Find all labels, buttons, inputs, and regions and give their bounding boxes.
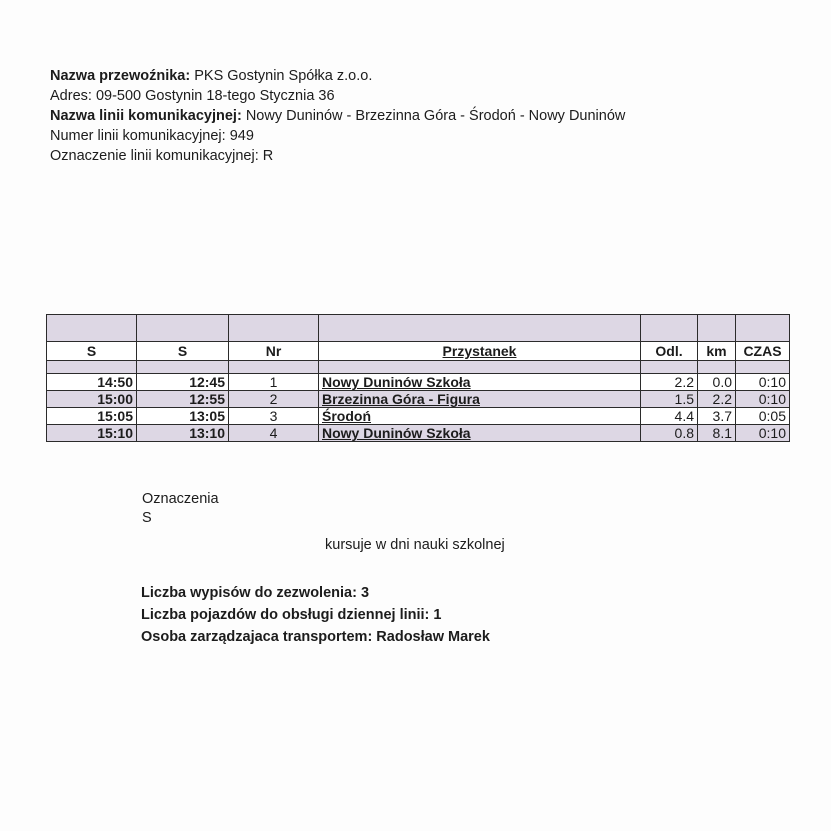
stop-name: Nowy Duninów Szkoła <box>319 374 641 391</box>
line-mark-label: Oznaczenie linii komunikacyjnej: <box>50 148 259 164</box>
table-row <box>47 408 790 425</box>
time-cell: 0:05 <box>736 408 790 425</box>
transport-manager: Osoba zarządzajaca transportem: Radosław Marek <box>141 629 490 645</box>
line-name-line <box>50 106 625 126</box>
carrier-label: Nazwa przewoźnika: <box>50 68 191 84</box>
distance-cell: 0.8 <box>641 425 698 442</box>
column-header: Nr <box>229 342 319 361</box>
table-row <box>47 425 790 442</box>
carrier-line <box>50 66 625 86</box>
address-line <box>50 86 625 106</box>
distance-cell: 1.5 <box>641 391 698 408</box>
departure-time: 12:45 <box>137 374 229 391</box>
carrier-value: PKS Gostynin Spółka z.o.o. <box>194 68 373 84</box>
stop-name: Nowy Duninów Szkoła <box>319 425 641 442</box>
stop-number: 4 <box>229 425 319 442</box>
departure-time: 12:55 <box>137 391 229 408</box>
table-row <box>47 374 790 391</box>
column-header: CZAS <box>736 342 790 361</box>
address-label: Adres: <box>50 88 92 104</box>
line-name-value: Nowy Duninów - Brzezinna Góra - Środoń - Nowy Duninów <box>245 108 626 124</box>
column-header: Przystanek <box>319 342 641 361</box>
vehicles-count: Liczba pojazdów do obsługi dziennej linii: 1 <box>141 607 442 623</box>
departure-time: 13:10 <box>137 425 229 442</box>
stop-number: 2 <box>229 391 319 408</box>
departure-time: 15:00 <box>47 391 137 408</box>
legend-symbol: S <box>142 510 152 526</box>
distance-cell: 4.4 <box>641 408 698 425</box>
table-header-row <box>47 342 790 361</box>
stop-number: 1 <box>229 374 319 391</box>
table-row <box>47 391 790 408</box>
column-header: S <box>47 342 137 361</box>
line-number-line <box>50 126 625 146</box>
line-name-label: Nazwa linii komunikacyjnej: <box>50 108 242 124</box>
time-cell: 0:10 <box>736 374 790 391</box>
line-number-value: 949 <box>229 128 254 144</box>
km-cell: 2.2 <box>698 391 736 408</box>
permit-info <box>141 582 490 648</box>
stop-number: 3 <box>229 408 319 425</box>
departure-time: 14:50 <box>47 374 137 391</box>
line-mark-line <box>50 146 625 166</box>
km-cell: 8.1 <box>698 425 736 442</box>
line-number-label: Numer linii komunikacyjnej: <box>50 128 226 144</box>
column-header: Odl. <box>641 342 698 361</box>
column-header: S <box>137 342 229 361</box>
time-cell: 0:10 <box>736 425 790 442</box>
timetable <box>46 314 790 442</box>
stop-name: Brzezinna Góra - Figura <box>319 391 641 408</box>
legend <box>142 490 219 528</box>
permits-count: Liczba wypisów do zezwolenia: 3 <box>141 585 370 601</box>
departure-time: 15:10 <box>47 425 137 442</box>
line-mark-value: R <box>262 148 274 164</box>
stop-name: Środoń <box>319 408 641 425</box>
legend-title: Oznaczenia <box>142 491 219 507</box>
time-cell: 0:10 <box>736 391 790 408</box>
address-value: 09-500 Gostynin 18-tego Stycznia 36 <box>95 88 335 104</box>
departure-time: 15:05 <box>47 408 137 425</box>
departure-time: 13:05 <box>137 408 229 425</box>
column-header: km <box>698 342 736 361</box>
table-top-band <box>47 315 790 342</box>
distance-cell: 2.2 <box>641 374 698 391</box>
km-cell: 3.7 <box>698 408 736 425</box>
table-spacer-row <box>47 361 790 374</box>
legend-description: kursuje w dni nauki szkolnej <box>325 537 505 553</box>
carrier-info <box>50 66 625 166</box>
km-cell: 0.0 <box>698 374 736 391</box>
